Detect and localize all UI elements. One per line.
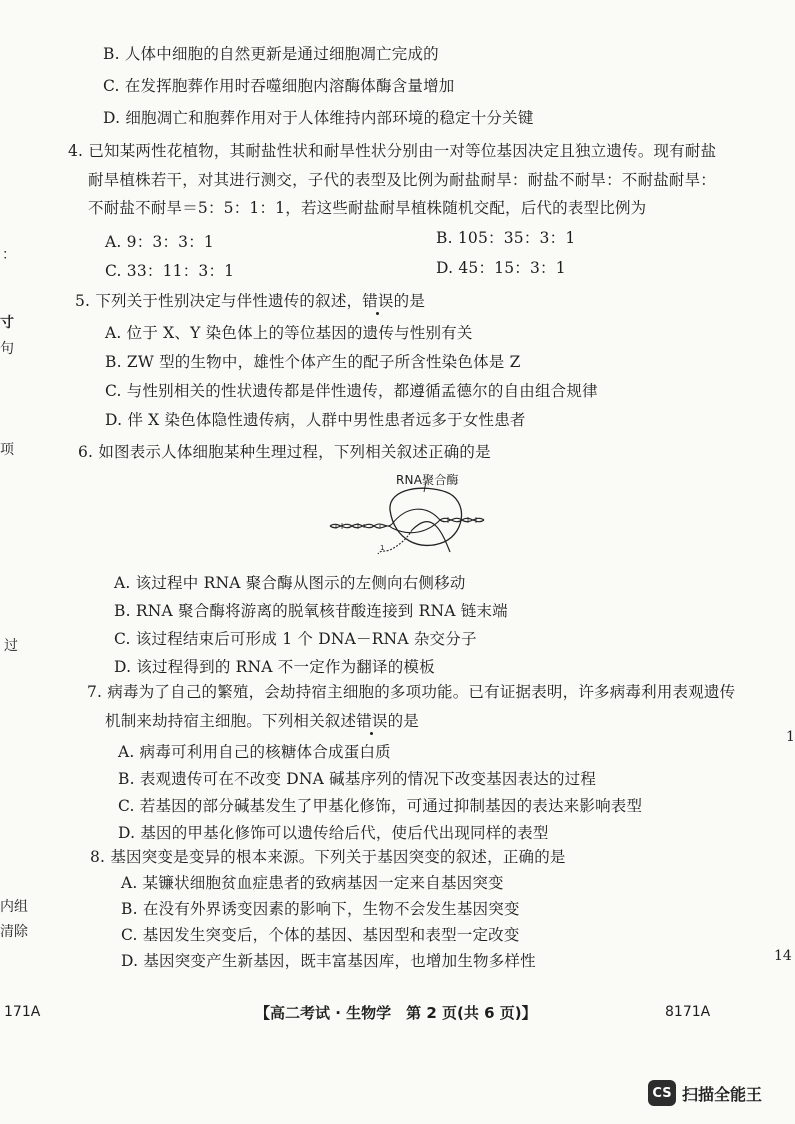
q6-option-b: B. RNA 聚合酶将游离的脱氧核苷酸连接到 RNA 链末端 xyxy=(114,602,508,620)
q7-stem-text: 机制来劫持宿主细胞。下列相关叙述 xyxy=(105,712,357,730)
q8-option-d: D. 基因突变产生新基因，既丰富基因库，也增加生物多样性 xyxy=(121,952,536,970)
margin-fragment: 内组 xyxy=(0,899,28,915)
svg-text:1: 1 xyxy=(380,544,385,552)
q5-option-c: C. 与性别相关的性状遗传都是伴性遗传，都遵循孟德尔的自由组合规律 xyxy=(105,382,598,400)
q7-stem-line2 xyxy=(105,709,419,731)
q4-option-c: C. 33：11：3：1 xyxy=(105,262,235,280)
q6-option-d: D. 该过程得到的 RNA 不一定作为翻译的模板 xyxy=(114,658,435,676)
page-footer-title: 【高二考试 · 生物学 第 2 页(共 6 页)】 xyxy=(255,1004,537,1022)
q7-option-c: C. 若基因的部分碱基发生了甲基化修饰，可通过抑制基因的表达来影响表型 xyxy=(118,797,643,815)
q4-stem-line1: 4. 已知某两性花植物，其耐盐性状和耐旱性状分别由一对等位基因决定且独立遗传。现有耐盐 xyxy=(68,142,717,160)
q4-option-d: D. 45：15：3：1 xyxy=(436,259,566,277)
q7-stem-tail: 的是 xyxy=(387,712,420,730)
margin-fragment: 项 xyxy=(0,442,14,458)
rna-polymerase-label: RNA聚合酶 xyxy=(396,473,459,487)
q8-option-c: C. 基因发生突变后，个体的基因、基因型和表型一定改变 xyxy=(121,926,520,944)
q3-option-b: B. 人体中细胞的自然更新是通过细胞凋亡完成的 xyxy=(103,45,439,63)
q4-stem-line3: 不耐盐不耐旱＝5：5：1：1，若这些耐盐耐旱植株随机交配，后代的表型比例为 xyxy=(88,199,647,217)
q5-emphasis: 错误 xyxy=(362,292,394,310)
footer-code-right: 8171A xyxy=(665,1004,711,1020)
q3-option-c: C. 在发挥胞葬作用时吞噬细胞内溶酶体酶含量增加 xyxy=(103,77,455,95)
margin-fragment: 1 xyxy=(786,729,795,745)
q5-option-b: B. ZW 型的生物中，雄性个体产生的配子所含性染色体是 Z xyxy=(105,353,521,371)
q8-option-a: A. 某镰状细胞贫血症患者的致病基因一定来自基因突变 xyxy=(121,874,504,892)
q5-stem xyxy=(75,289,425,311)
q5-stem-tail: 的是 xyxy=(393,292,426,310)
scanner-app-name: 扫描全能王 xyxy=(682,1084,763,1104)
q7-option-d: D. 基因的甲基化修饰可以遗传给后代，使后代出现同样的表型 xyxy=(118,824,549,842)
q7-option-b: B. 表观遗传可在不改变 DNA 碱基序列的情况下改变基因表达的过程 xyxy=(118,770,597,788)
q6-stem: 6. 如图表示人体细胞某种生理过程，下列相关叙述正确的是 xyxy=(78,443,491,461)
q6-option-c: C. 该过程结束后可形成 1 个 DNA－RNA 杂交分子 xyxy=(114,630,477,648)
margin-fragment: 寸 xyxy=(0,315,14,331)
q4-option-b: B. 105：35：3：1 xyxy=(436,229,576,247)
margin-fragment: 清除 xyxy=(0,924,28,940)
q8-stem: 8. 基因突变是变异的根本来源。下列关于基因突变的叙述，正确的是 xyxy=(90,848,566,866)
margin-fragment: 句 xyxy=(0,341,14,357)
q3-option-d: D. 细胞凋亡和胞葬作用对于人体维持内部环境的稳定十分关键 xyxy=(103,109,534,127)
q6-option-a: A. 该过程中 RNA 聚合酶从图示的左侧向右侧移动 xyxy=(114,574,466,592)
q7-option-a: A. 病毒可利用自己的核糖体合成蛋白质 xyxy=(118,743,391,761)
q5-option-a: A. 位于 X、Y 染色体上的等位基因的遗传与性别有关 xyxy=(105,324,473,342)
footer-code-left: 171A xyxy=(4,1004,41,1020)
camscanner-logo-icon: CS xyxy=(648,1080,676,1106)
q7-emphasis: 错误 xyxy=(356,712,388,730)
q4-stem-line2: 耐旱植株若干，对其进行测交，子代的表型及比例为耐盐耐旱：耐盐不耐旱：不耐盐耐旱： xyxy=(88,171,717,189)
q5-stem-text: 5. 下列关于性别决定与伴性遗传的叙述， xyxy=(75,292,363,310)
margin-fragment: 过 xyxy=(4,638,18,654)
scanner-watermark xyxy=(648,1080,762,1106)
q8-option-b: B. 在没有外界诱变因素的影响下，生物不会发生基因突变 xyxy=(121,900,520,918)
margin-fragment: ： xyxy=(2,247,16,263)
q5-option-d: D. 伴 X 染色体隐性遗传病，人群中男性患者远多于女性患者 xyxy=(105,411,526,429)
q7-stem-line1: 7. 病毒为了自己的繁殖，会劫持宿主细胞的多项功能。已有证据表明，许多病毒利用表观遗传 xyxy=(87,683,736,701)
margin-fragment: 14 xyxy=(774,948,792,964)
q4-option-a: A. 9：3：3：1 xyxy=(105,233,214,251)
